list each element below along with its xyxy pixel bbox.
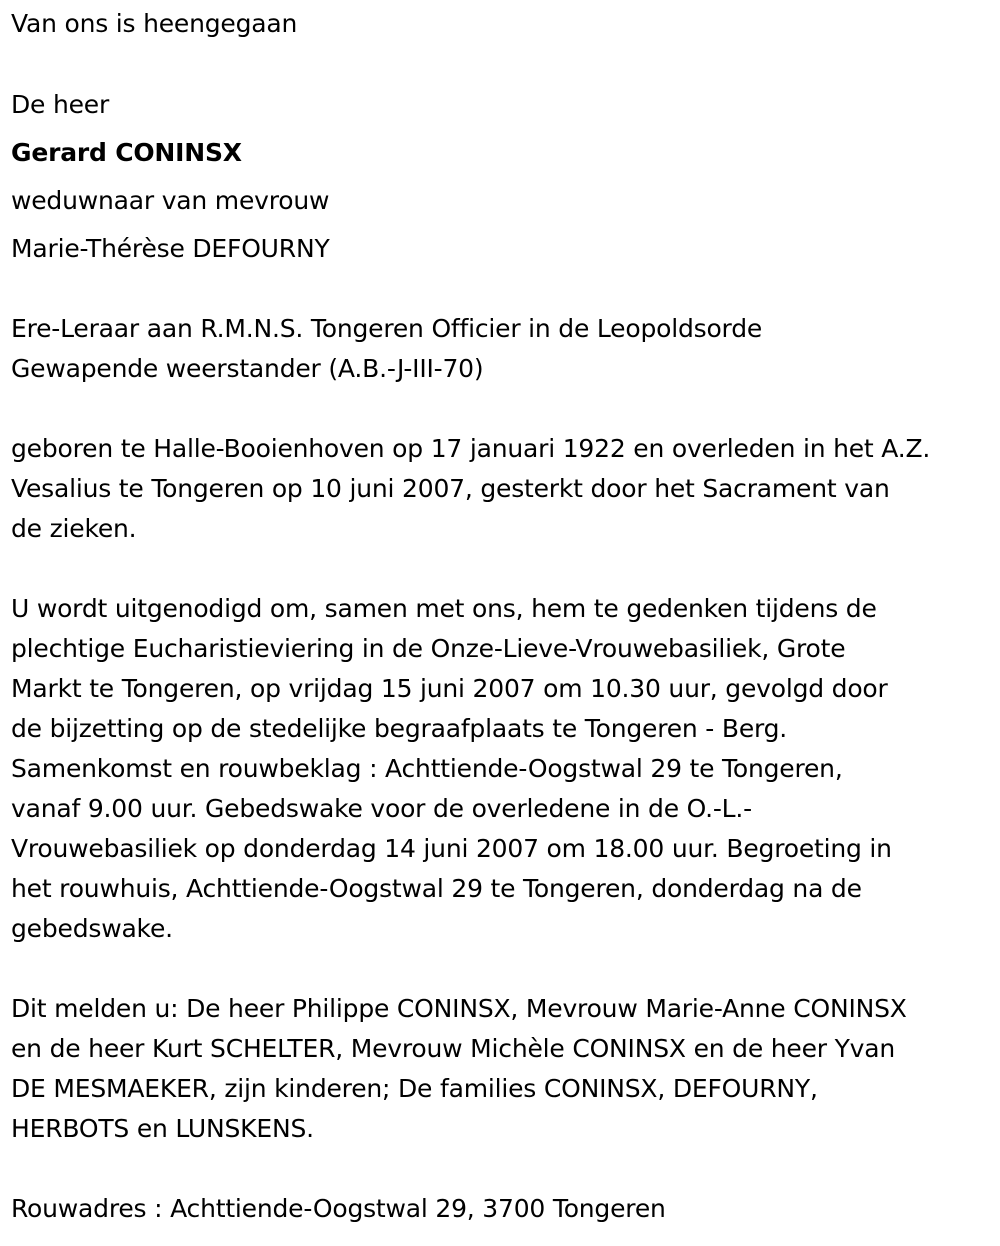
invitation-line: U wordt uitgenodigd om, samen met ons, hem te gedenken tijdens de xyxy=(11,594,877,623)
invitation-line: Samenkomst en rouwbeklag : Achttiende-Oogstwal 29 te Tongeren, xyxy=(11,754,843,783)
invitation-line: de bijzetting op de stedelijke begraafplaats te Tongeren - Berg. xyxy=(11,714,788,743)
invitation-line: plechtige Eucharistieviering in de Onze-Lieve-Vrouwebasiliek, Grote xyxy=(11,634,846,663)
birth-death-line: de zieken. xyxy=(11,514,137,543)
birth-death-line: Vesalius te Tongeren op 10 juni 2007, gesterkt door het Sacrament van xyxy=(11,474,890,503)
announcers-line: DE MESMAEKER, zijn kinderen; De families CONINSX, DEFOURNY, xyxy=(11,1074,818,1103)
announcers-line: en de heer Kurt SCHELTER, Mevrouw Michèle CONINSX en de heer Yvan xyxy=(11,1034,896,1063)
invitation-line: Vrouwebasiliek op donderdag 14 juni 2007 om 18.00 uur. Begroeting in xyxy=(11,834,892,863)
spouse-name: Marie-Thérèse DEFOURNY xyxy=(11,234,330,263)
invitation-line: vanaf 9.00 uur. Gebedswake voor de overledene in de O.-L.- xyxy=(11,794,752,823)
invitation-line: Markt te Tongeren, op vrijdag 15 juni 2007 om 10.30 uur, gevolgd door xyxy=(11,674,888,703)
relation-text: weduwnaar van mevrouw xyxy=(11,186,330,215)
birth-death-line: geboren te Halle-Booienhoven op 17 januari 1922 en overleden in het A.Z. xyxy=(11,434,931,463)
salutation: De heer xyxy=(11,90,110,119)
invitation-line: gebedswake. xyxy=(11,914,173,943)
mourning-address: Rouwadres : Achttiende-Oogstwal 29, 3700 Tongeren xyxy=(11,1194,666,1223)
announcers-line: Dit melden u: De heer Philippe CONINSX, Mevrouw Marie-Anne CONINSX xyxy=(11,994,907,1023)
title-line: Gewapende weerstander (A.B.-J-III-70) xyxy=(11,354,484,383)
announcers-line: HERBOTS en LUNSKENS. xyxy=(11,1114,314,1143)
title-line: Ere-Leraar aan R.M.N.S. Tongeren Officier in de Leopoldsorde xyxy=(11,314,763,343)
deceased-name: Gerard CONINSX xyxy=(11,138,242,167)
invitation-line: het rouwhuis, Achttiende-Oogstwal 29 te Tongeren, donderdag na de xyxy=(11,874,862,903)
intro-text: Van ons is heengegaan xyxy=(11,9,298,38)
